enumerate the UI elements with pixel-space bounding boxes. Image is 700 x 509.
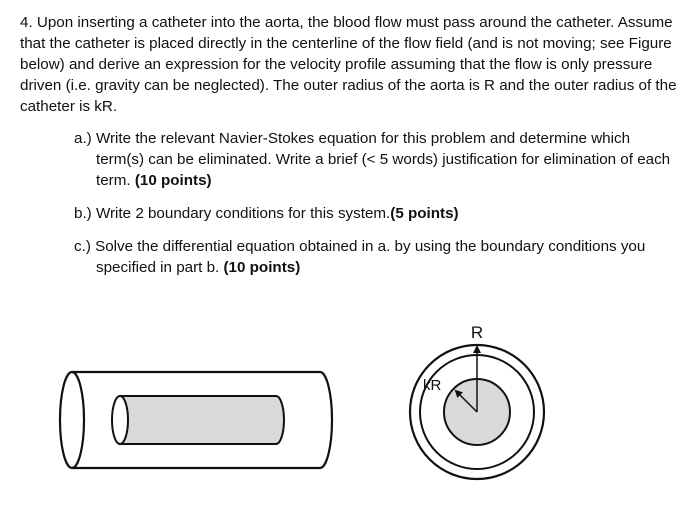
catheter-side-view [112, 396, 284, 444]
catheter-body [120, 396, 284, 444]
part-a-text: a.) Write the relevant Navier-Stokes equation for this problem and determine which term(s) can be eliminated. Write a brief (< 5 words) justification for elimination of each term. [74, 130, 671, 189]
part-b-points: (5 points) [390, 205, 459, 222]
part-c-text: c.) Solve the differential equation obtained in a. by using the boundary conditions you specified in part b. [74, 238, 646, 276]
inner-radius-label: kR [423, 377, 442, 394]
cross-section-view [410, 323, 544, 479]
aorta-tube-opening [60, 372, 84, 468]
part-c-points: (10 points) [223, 259, 301, 276]
problem-statement: 4. Upon inserting a catheter into the aorta, the blood flow must pass around the catheter. Assume that the catheter is placed directly in the centerline of the flow field (and is not moving; see Figure below) and derive an expression for the velocity profile assuming that the flow is only pressure driven (i.e. gravity can be neglected). The outer radius of the aorta is R and the outer radius of the catheter is kR. [20, 14, 677, 115]
catheter-end [112, 396, 128, 444]
part-a-points: (10 points) [134, 172, 212, 189]
outer-radius-label: R [470, 323, 484, 342]
part-b-text: b.) Write 2 boundary conditions for this system. [74, 205, 391, 222]
